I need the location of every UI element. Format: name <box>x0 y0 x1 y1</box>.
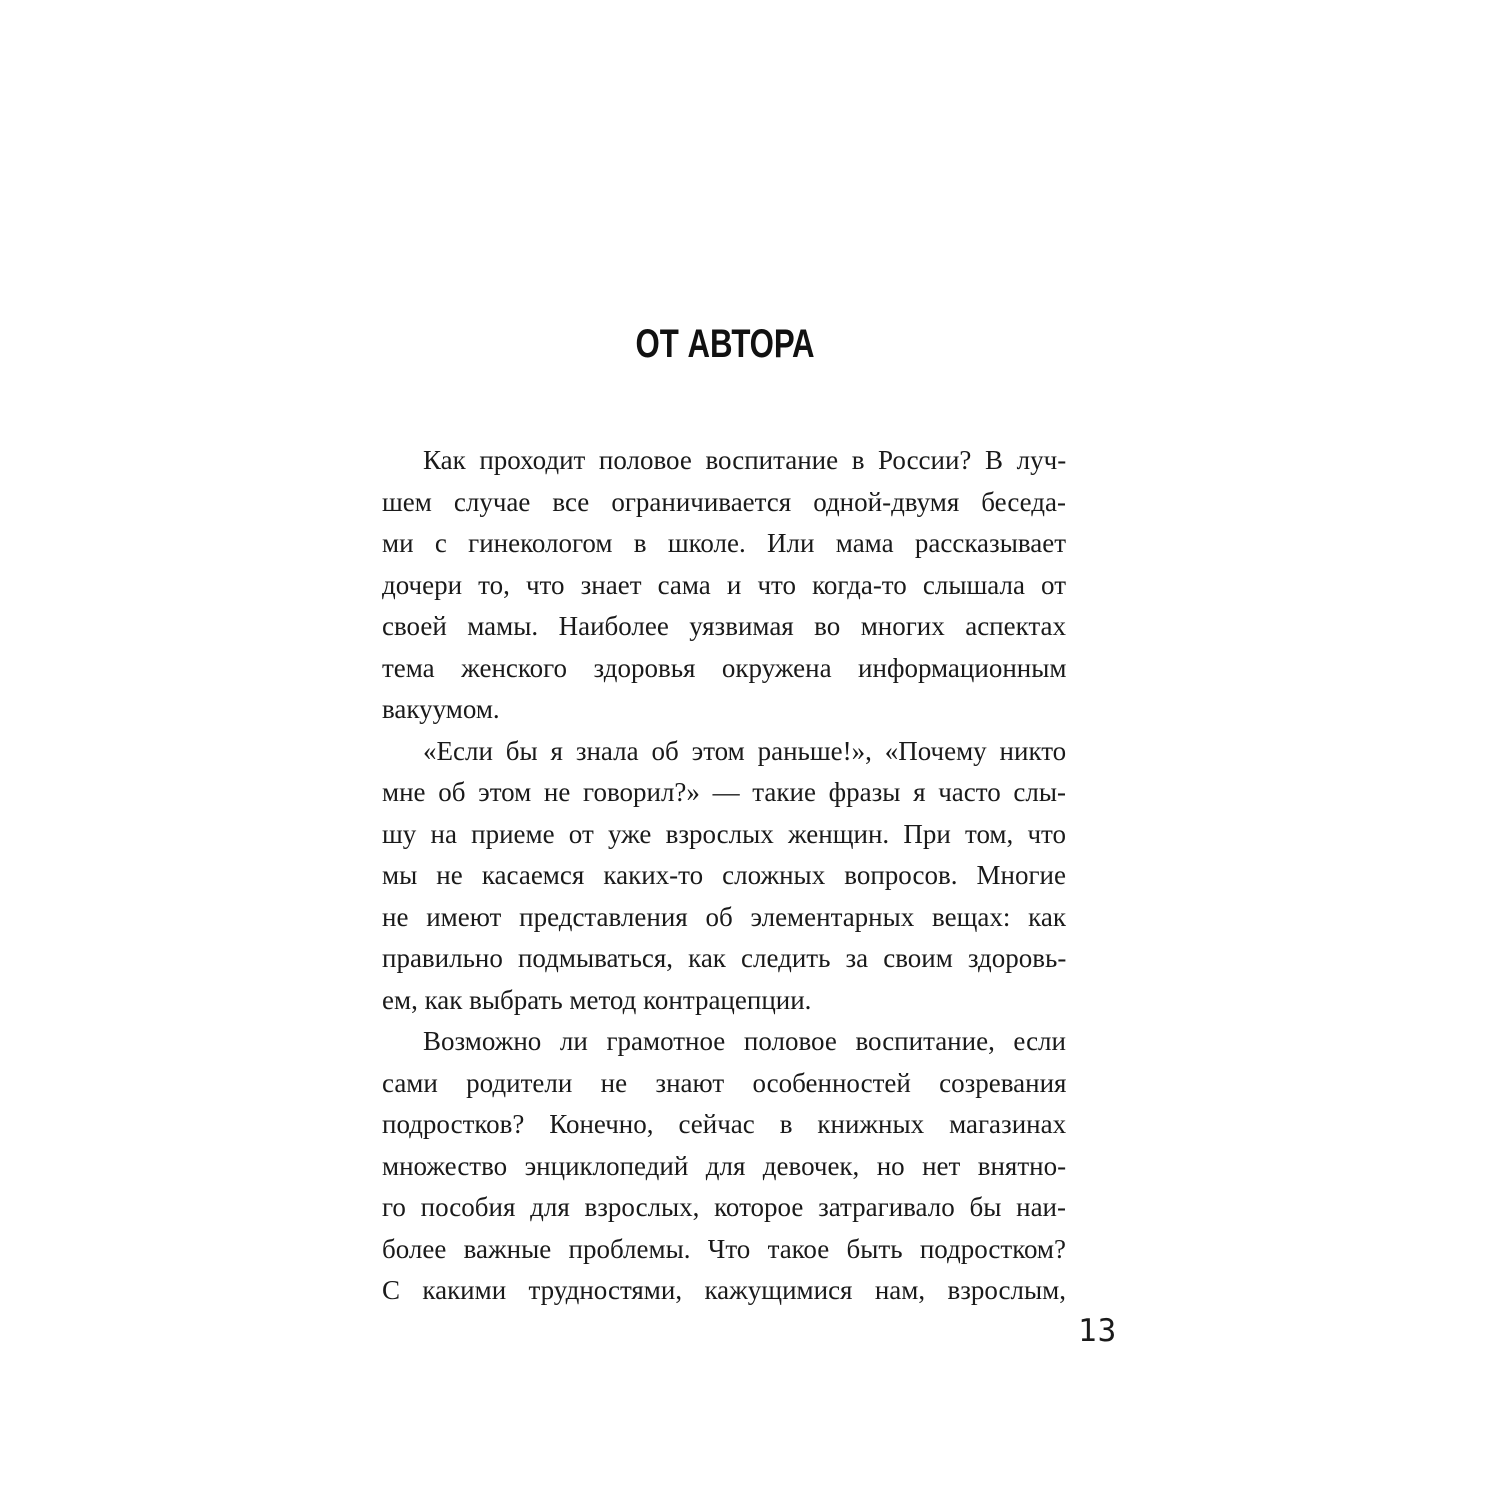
body-text <box>382 440 1066 1312</box>
text-line: дочери то, что знает сама и что когда-то слышала от <box>382 569 1066 600</box>
text-line: множество энциклопедий для девочек, но нет внятно- <box>382 1150 1067 1181</box>
text-line: не имеют представления об элементарных вещах: как <box>382 901 1066 932</box>
text-line: мы не касаемся каких-то сложных вопросов. Многие <box>382 860 1066 890</box>
text-line: Возможно ли грамотное половое воспитание, если <box>423 1026 1066 1056</box>
chapter-title: ОТ АВТОРА <box>635 322 815 366</box>
page-number: 13 <box>1078 1313 1118 1349</box>
text-line: вакуумом. <box>382 694 500 724</box>
text-line: более важные проблемы. Что такое быть подростком? <box>382 1233 1066 1264</box>
text-line: шем случае все ограничивается одной-двумя беседа- <box>382 486 1066 517</box>
text-line: ми с гинекологом в школе. Или мама рассказывает <box>382 528 1067 558</box>
text-line: ем, как выбрать метод контрацепции. <box>382 984 812 1015</box>
text-line: сами родители не знают особенностей созревания <box>382 1067 1067 1098</box>
text-line: правильно подмываться, как следить за своим здоровь- <box>382 943 1067 973</box>
text-line: Как проходит половое воспитание в России? В луч- <box>423 445 1067 475</box>
text-line: мне об этом не говорил?» — такие фразы я часто слы- <box>382 777 1066 807</box>
text-line: «Если бы я знала об этом раньше!», «Почему никто <box>423 735 1067 766</box>
paragraph-1 <box>382 440 1066 731</box>
text-line: подростков? Конечно, сейчас в книжных магазинах <box>382 1109 1067 1139</box>
text-line: шу на приеме от уже взрослых женщин. При том, что <box>382 818 1066 849</box>
text-line: своей мамы. Наиболее уязвимая во многих аспектах <box>382 611 1066 641</box>
paragraph-2 <box>382 731 1066 1022</box>
paragraph-3 <box>382 1021 1066 1312</box>
text-line: го пособия для взрослых, которое затрагивало бы наи- <box>382 1192 1067 1222</box>
text-line: тема женского здоровья окружена информационным <box>382 652 1067 683</box>
text-line: С какими трудностями, кажущимися нам, взрослым, <box>382 1275 1066 1305</box>
